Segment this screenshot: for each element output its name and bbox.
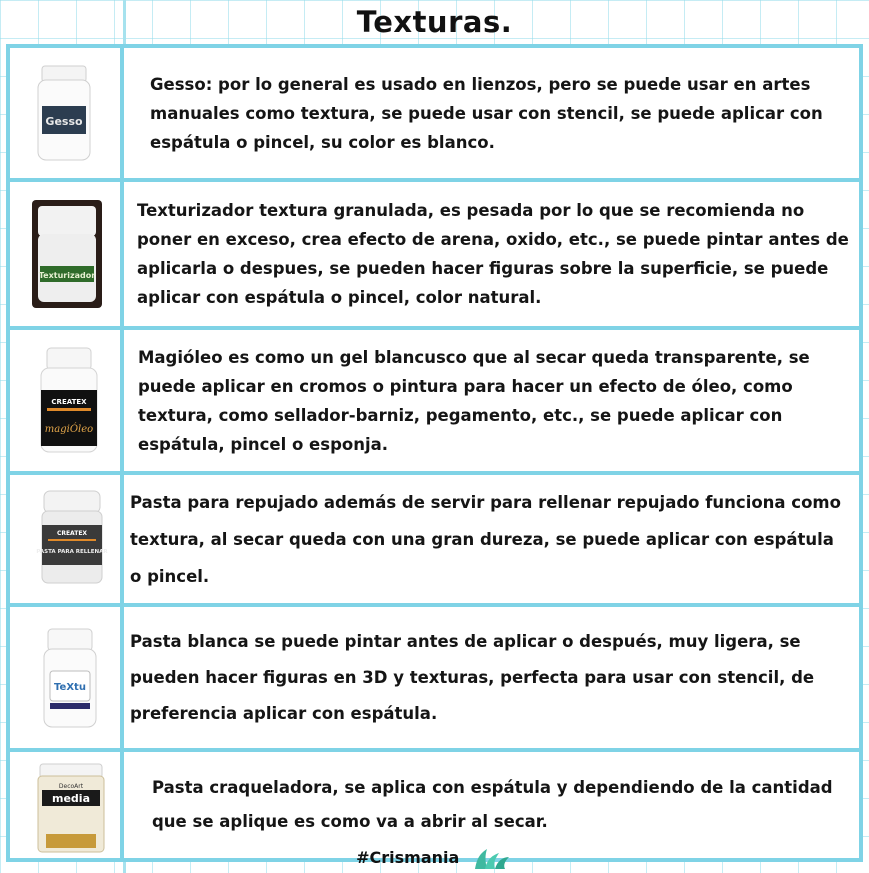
texturizador-description: Texturizador textura granulada, es pesada por lo que se recomienda no poner en exceso, crea efecto de arena, oxido, etc., se puede pintar antes de aplicarla o despues, se pueden hacer figuras sobre la superficie, se puede aplicar con espátula o pincel, color natural. (137, 201, 849, 307)
product-image-cell (10, 182, 124, 326)
table-row (10, 748, 859, 858)
table-row (10, 48, 859, 178)
product-description-cell (124, 607, 859, 748)
svg-text:magiÓleo: magiÓleo (44, 424, 94, 435)
svg-text:CREATEX: CREATEX (51, 398, 87, 406)
product-description-cell (124, 475, 859, 603)
product-description-cell (124, 330, 859, 471)
table-row (10, 326, 859, 471)
product-image-cell (10, 607, 124, 748)
footer (0, 845, 869, 871)
svg-text:Gesso: Gesso (45, 115, 83, 128)
page-title: Texturas. (356, 5, 513, 39)
svg-text:TeXtu: TeXtu (54, 682, 86, 693)
gesso-description: Gesso: por lo general es usado en lienzos, pero se puede usar en artes manuales como textura, se puede usar con stencil, se puede aplicar con espátula o pincel, su color es blanco. (150, 74, 823, 152)
product-image-cell (10, 475, 124, 603)
pasta-repujado-jar-icon (36, 489, 108, 587)
pasta-craqueladora-jar-icon (38, 762, 104, 854)
svg-text:Texturizador: Texturizador (38, 271, 96, 280)
svg-text:PASTA PARA RELLENAR: PASTA PARA RELLENAR (36, 549, 108, 555)
pasta-craqueladora-description: Pasta craqueladora, se aplica con espátula y dependiendo de la cantidad que se aplique es como va a abrir al secar. (152, 778, 833, 831)
textures-table (6, 44, 863, 862)
pasta-blanca-description: Pasta blanca se puede pintar antes de aplicar o después, muy ligera, se pueden hacer figuras en 3D y texturas, perfecta para usar con stencil, de preferencia aplicar con espátula. (130, 631, 815, 723)
product-image-cell (10, 330, 124, 471)
svg-text:media: media (52, 792, 90, 805)
hashtag: #Crismania (356, 848, 460, 867)
table-row (10, 178, 859, 326)
magioleo-jar-icon (37, 346, 101, 456)
product-description-cell (124, 48, 859, 178)
table-row (10, 603, 859, 748)
crismania-logo-icon (469, 847, 513, 871)
gesso-jar-icon (34, 64, 94, 164)
pasta-blanca-jar-icon (40, 627, 100, 731)
pasta-repujado-description: Pasta para repujado además de servir para rellenar repujado funciona como textura, al secar queda con una gran dureza, se puede aplicar con espátula o pincel. (130, 492, 841, 586)
table-row (10, 471, 859, 603)
svg-text:CREATEX: CREATEX (56, 530, 88, 537)
product-description-cell (124, 752, 859, 858)
texturizador-jar-icon (32, 200, 102, 308)
product-description-cell (124, 182, 859, 326)
svg-text:DecoArt: DecoArt (58, 783, 84, 790)
magioleo-description: Magióleo es como un gel blancusco que al secar queda transparente, se puede aplicar en cromos o pintura para hacer un efecto de óleo, como textura, como sellador-barniz, pegamento, etc., se puede aplicar con espátula, pincel o esponja. (138, 347, 810, 454)
product-image-cell (10, 48, 124, 178)
product-image-cell (10, 752, 124, 858)
